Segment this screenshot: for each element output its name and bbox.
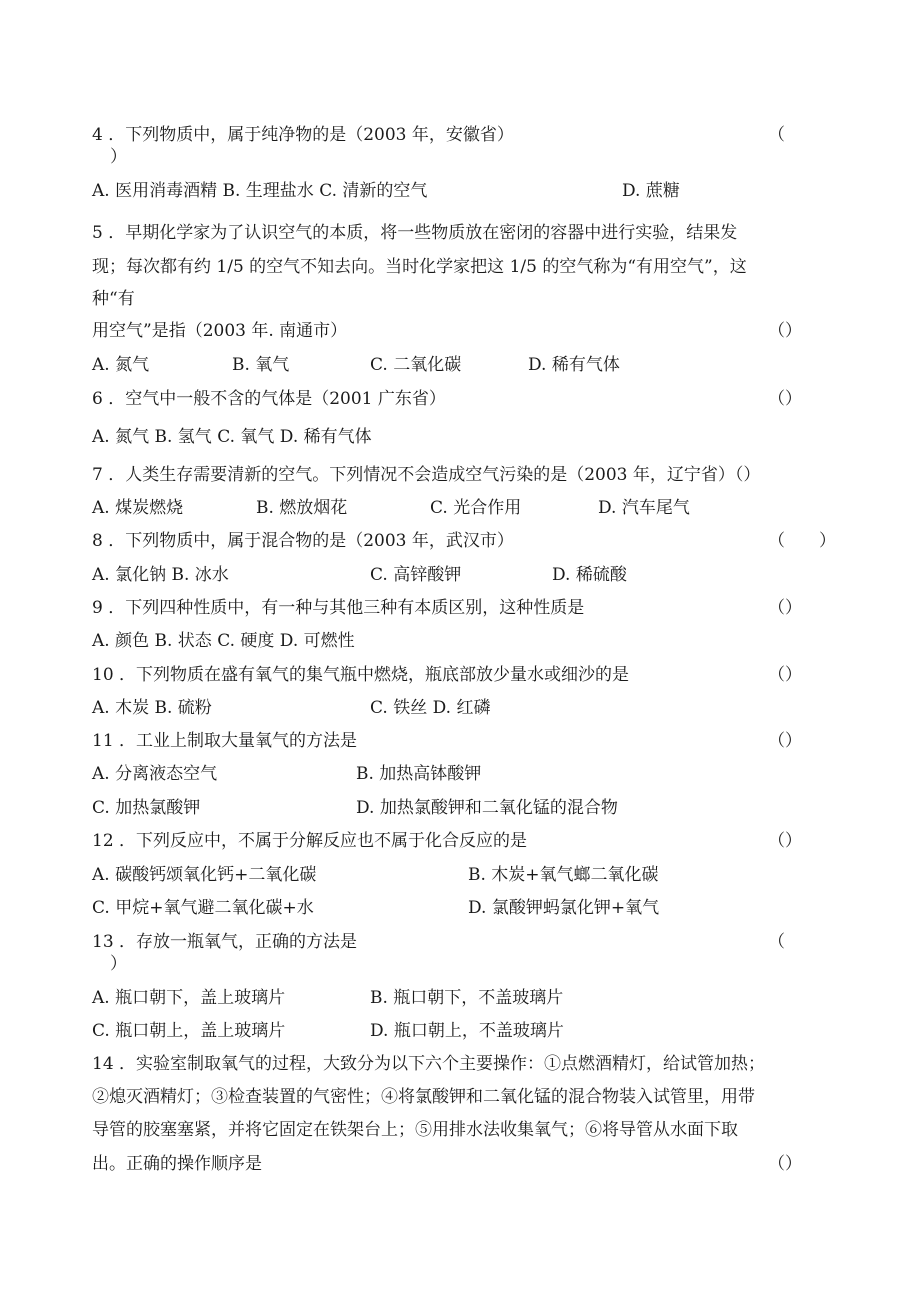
q12-stem: 12 ．下列反应中，不属于分解反应也不属于化合反应的是 <box>92 831 528 851</box>
q9-options: A. 颜色 B. 状态 C. 硬度 D. 可燃性 <box>92 631 355 651</box>
q6-stem: 6 ．空气中一般不含的气体是（2001 广东省） <box>92 389 446 409</box>
q4-answer-paren-open: （ <box>768 125 785 145</box>
q5-option-d: D. 稀有气体 <box>528 355 620 375</box>
q12-option-d: D. 氯酸钾蚂氯化钾+氧气 <box>468 898 660 918</box>
q5-answer-paren: （） <box>768 321 802 341</box>
q6-options: A. 氮气 B. 氢气 C. 氧气 D. 稀有气体 <box>92 427 372 447</box>
q5-line-3: 种“有 <box>92 289 135 309</box>
q12-option-b: B. 木炭+氧气螂二氧化碳 <box>468 865 659 885</box>
q14-answer-paren: （） <box>768 1154 802 1174</box>
q13-stem: 13 ．存放一瓶氧气，正确的方法是 <box>92 932 358 952</box>
q11-answer-paren: （） <box>768 731 802 751</box>
q14-line-4: 出。正确的操作顺序是 <box>92 1154 262 1174</box>
q8-option-ab: A. 氯化钠 B. 冰水 <box>92 565 229 585</box>
q10-stem: 10 ．下列物质在盛有氧气的集气瓶中燃烧，瓶底部放少量水或细沙的是 <box>92 665 630 685</box>
q12-answer-paren: （） <box>768 831 802 851</box>
q10-option-cd: C. 铁丝 D. 红磷 <box>370 698 491 718</box>
q4-option-d: D. 蔗糖 <box>622 181 680 201</box>
q11-option-c: C. 加热氯酸钾 <box>92 798 201 818</box>
q14-line-2: ②熄灭酒精灯；③检查装置的气密性；④将氯酸钾和二氧化锰的混合物装入试管里，用带 <box>92 1087 755 1107</box>
q8-stem: 8 ．下列物质中，属于混合物的是（2003 年，武汉市） <box>92 531 514 551</box>
q5-option-c: C. 二氧化碳 <box>370 355 462 375</box>
q8-option-d: D. 稀硫酸 <box>552 565 627 585</box>
q14-line-3: 导管的胶塞塞紧，并将它固定在铁架台上；⑤用排水法收集氧气；⑥将导管从水面下取 <box>92 1120 738 1140</box>
q4-options: A. 医用消毒酒精 B. 生理盐水 C. 清新的空气 <box>92 181 428 201</box>
q13-answer-paren-close: ） <box>110 954 127 974</box>
q5-option-a: A. 氮气 <box>92 355 150 375</box>
q11-stem: 11 ．工业上制取大量氧气的方法是 <box>92 731 358 751</box>
q4-stem: 4 ．下列物质中，属于纯净物的是（2003 年，安徽省） <box>92 125 514 145</box>
q7-stem: 7 ．人类生存需要清新的空气。下列情况不会造成空气污染的是（2003 年，辽宁省）（） <box>92 465 761 485</box>
q5-line-2: 现；每次都有约 1/5 的空气不知去向。当时化学家把这 1/5 的空气称为“有用空气”，这 <box>92 257 747 277</box>
q8-answer-paren: （ ） <box>768 531 836 551</box>
q13-answer-paren-open: （ <box>768 932 785 952</box>
q7-option-a: A. 煤炭燃烧 <box>92 498 184 518</box>
q5-option-b: B. 氧气 <box>232 355 290 375</box>
q13-option-c: C. 瓶口朝上，盖上玻璃片 <box>92 1021 286 1041</box>
q7-option-d: D. 汽车尾气 <box>598 498 690 518</box>
q9-stem: 9 ．下列四种性质中，有一种与其他三种有本质区别，这种性质是 <box>92 598 585 618</box>
q5-line-4: 用空气”是指（2003 年. 南通市） <box>92 321 348 341</box>
q7-option-c: C. 光合作用 <box>430 498 522 518</box>
q13-option-b: B. 瓶口朝下，不盖玻璃片 <box>370 988 564 1008</box>
q9-answer-paren: （） <box>768 598 802 618</box>
q11-option-a: A. 分离液态空气 <box>92 764 218 784</box>
q13-option-d: D. 瓶口朝上，不盖玻璃片 <box>370 1021 564 1041</box>
q13-option-a: A. 瓶口朝下，盖上玻璃片 <box>92 988 286 1008</box>
q6-answer-paren: （） <box>768 389 802 409</box>
q8-option-c: C. 高锌酸钾 <box>370 565 462 585</box>
q10-option-ab: A. 木炭 B. 硫粉 <box>92 698 212 718</box>
q5-line-1: 5 ．早期化学家为了认识空气的本质，将一些物质放在密闭的容器中进行实验，结果发 <box>92 223 738 243</box>
q12-option-c: C. 甲烷+氧气避二氧化碳+水 <box>92 898 314 918</box>
q4-answer-paren-close: ） <box>110 147 127 167</box>
q12-option-a: A. 碳酸钙颂氧化钙+二氧化碳 <box>92 865 317 885</box>
q7-option-b: B. 燃放烟花 <box>256 498 348 518</box>
q11-option-d: D. 加热氯酸钾和二氧化锰的混合物 <box>356 798 618 818</box>
q11-option-b: B. 加热高钵酸钾 <box>356 764 482 784</box>
q10-answer-paren: （） <box>768 665 802 685</box>
q14-line-1: 14 ．实验室制取氧气的过程，大致分为以下六个主要操作：①点燃酒精灯，给试管加热； <box>92 1054 766 1074</box>
